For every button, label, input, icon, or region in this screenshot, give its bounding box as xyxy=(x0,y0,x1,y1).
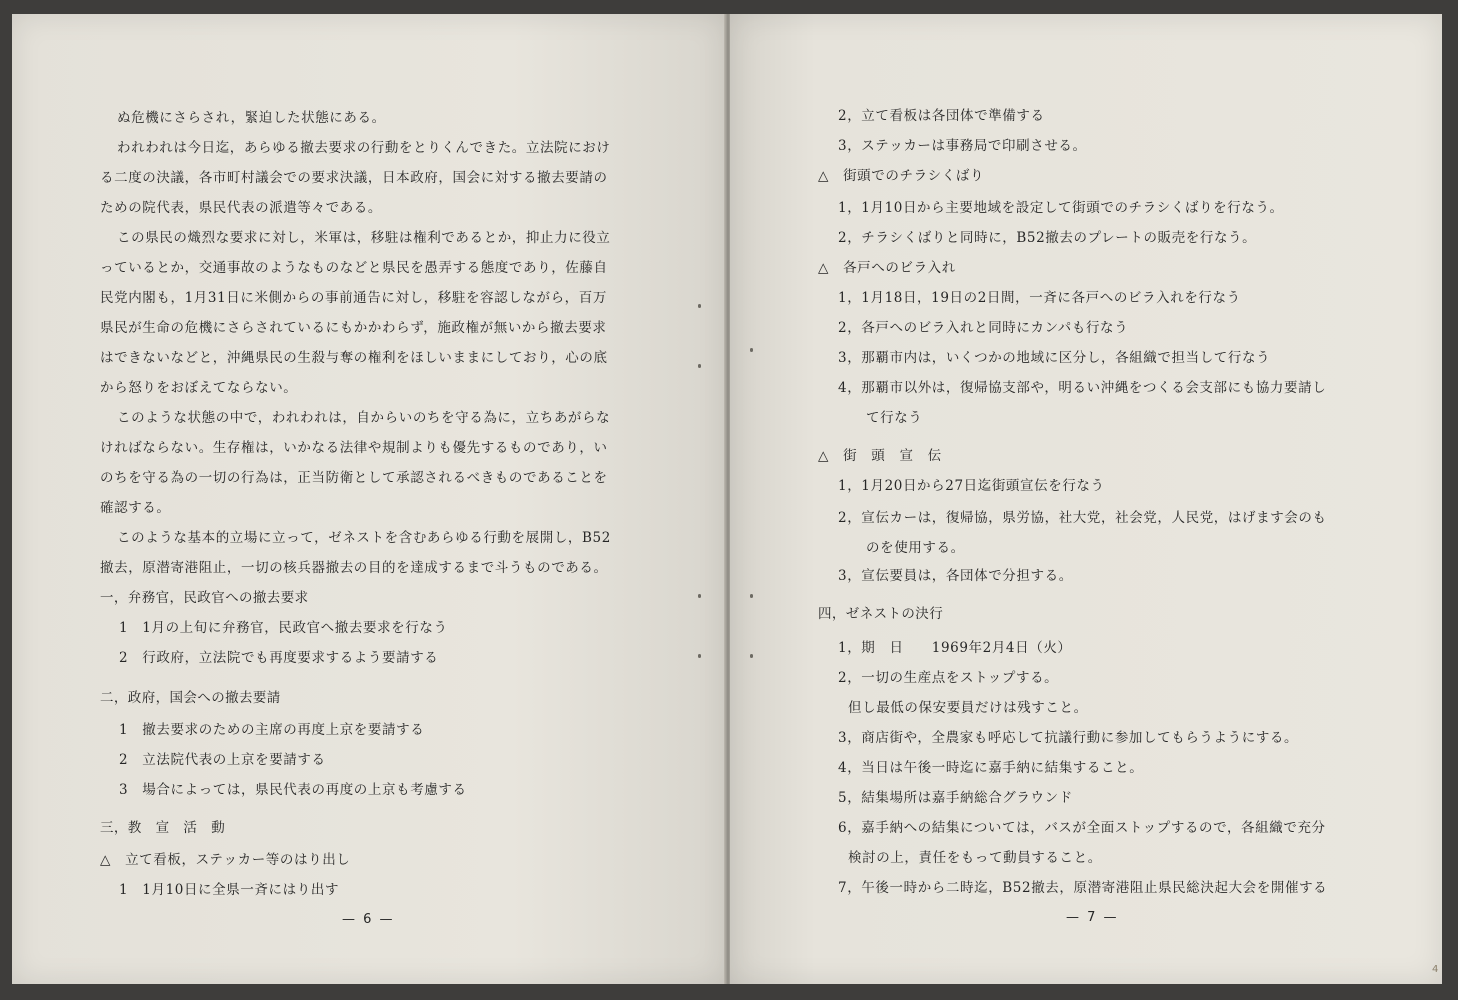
text-line: このような状態の中で，われわれは，自からいのちを守る為に，立ちあがらな xyxy=(117,410,611,426)
list-item: 4，那覇市以外は，復帰協支部や，明るい沖縄をつくる会支部にも協力要請し xyxy=(838,380,1327,396)
staple-hole xyxy=(698,364,701,368)
text-line: 民党内閣も，1月31日に米側からの事前通告に対し，移駐を容認しながら，百万 xyxy=(100,290,607,306)
list-item: 4，当日は午後一時迄に嘉手納に結集すること。 xyxy=(838,760,1144,776)
list-item: 2，立て看板は各団体で準備する xyxy=(838,108,1045,124)
list-item: 2，宣伝カーは，復帰協，県労協，社大党，社会党，人民党，はげます会のも xyxy=(838,510,1327,526)
text-line: ければならない。生存権は，いかなる法律や規制よりも優先するものであり，い xyxy=(100,440,608,456)
sub-heading: △ 街 頭 宣 伝 xyxy=(818,448,942,464)
staple-hole xyxy=(698,304,701,308)
list-item: 3，那覇市内は，いくつかの地域に区分し，各組織で担当して行なう xyxy=(838,350,1271,366)
text-line: ための院代表，県民代表の派遣等々である。 xyxy=(100,200,382,216)
text-line: われわれは今日迄，あらゆる撤去要求の行動をとりくんできた。立法院におけ xyxy=(117,140,611,156)
section-heading: 三，教 宣 活 動 xyxy=(100,820,226,836)
text-line: 県民が生命の危機にさらされているにもかかわらず，施政権が無いから撤去要求 xyxy=(100,320,607,336)
list-item: 1 1月10日に全県一斉にはり出す xyxy=(119,882,340,898)
text-line: はできないなどと，沖縄県民の生殺与奪の権利をほしいままにしており，心の底 xyxy=(100,350,608,366)
list-item: 2 行政府，立法院でも再度要求するよう要請する xyxy=(119,650,439,666)
right-page xyxy=(730,14,1442,984)
list-item: 3，ステッカーは事務局で印刷させる。 xyxy=(838,138,1087,154)
list-item: 1 撤去要求のための主席の再度上京を要請する xyxy=(119,722,425,738)
section-heading: 一，弁務官，民政官への撤去要求 xyxy=(100,590,309,606)
list-item: 1，1月10日から主要地域を設定して街頭でのチラシくばりを行なう。 xyxy=(838,200,1284,216)
list-item: 3，宣伝要員は，各団体で分担する。 xyxy=(838,568,1073,584)
text-line: る二度の決議，各市町村議会での要求決議，日本政府，国会に対する撤去要請の xyxy=(100,170,608,186)
sub-heading: △ 各戸へのビラ入れ xyxy=(818,260,956,276)
page-number: — 6 — xyxy=(342,912,395,927)
text-line: このような基本的立場に立って，ゼネストを含むあらゆる行動を展開し，B52 xyxy=(117,530,611,546)
section-heading: 二，政府，国会への撤去要請 xyxy=(100,690,281,706)
list-item: 1，期 日 1969年2月4日（火） xyxy=(838,640,1072,656)
list-item: 3 場合によっては，県民代表の再度の上京も考慮する xyxy=(119,782,467,798)
staple-hole xyxy=(750,594,753,598)
text-line: ぬ危機にさらされ，緊迫した状態にある。 xyxy=(117,110,386,126)
list-item: 1，1月18日，19日の2日間，一斉に各戸へのビラ入れを行なう xyxy=(838,290,1241,306)
list-item-continued: 検討の上，責任をもって動員すること。 xyxy=(848,850,1102,866)
sub-heading: △ 街頭でのチラシくばり xyxy=(818,168,985,184)
list-item-continued: 但し最低の保安要員だけは残すこと。 xyxy=(848,700,1088,716)
text-line: 確認する。 xyxy=(100,500,171,516)
list-item: 2，各戸へのビラ入れと同時にカンパも行なう xyxy=(838,320,1129,336)
staple-hole xyxy=(750,654,753,658)
text-line: この県民の熾烈な要求に対し，米軍は，移駐は権利であるとか，抑止力に役立 xyxy=(117,230,611,246)
list-item: 2 立法院代表の上京を要請する xyxy=(119,752,326,768)
staple-hole xyxy=(750,348,753,352)
list-item-continued: のを使用する。 xyxy=(866,540,965,556)
corner-mark: 4 xyxy=(1432,964,1439,975)
list-item-continued: て行なう xyxy=(866,410,923,426)
list-item: 1，1月20日から27日迄街頭宣伝を行なう xyxy=(838,478,1105,494)
text-line: っているとか，交通事故のようなものなどと県民を愚弄する態度であり，佐藤自 xyxy=(100,260,608,276)
page-number: — 7 — xyxy=(1066,910,1119,925)
list-item: 7，午後一時から二時迄，B52撤去，原潜寄港阻止県民総決起大会を開催する xyxy=(838,880,1328,896)
list-item: 5，結集場所は嘉手納総合グラウンド xyxy=(838,790,1073,806)
section-heading: 四，ゼネストの決行 xyxy=(818,606,944,622)
list-item: 2，チラシくばりと同時に，B52撤去のプレートの販売を行なう。 xyxy=(838,230,1257,246)
text-line: のちを守る為の一切の行為は，正当防衛として承認されるべきものであることを xyxy=(100,470,608,486)
list-item: 2，一切の生産点をストップする。 xyxy=(838,670,1059,686)
sub-heading: △ 立て看板，ステッカー等のはり出し xyxy=(100,852,351,868)
list-item: 6，嘉手納への結集については，バスが全面ストップするので，各組織で充分 xyxy=(838,820,1326,836)
staple-hole xyxy=(698,654,701,658)
text-line: から怒りをおぼえてならない。 xyxy=(100,380,298,396)
left-page xyxy=(12,14,726,984)
list-item: 1 1月の上旬に弁務官，民政官へ撤去要求を行なう xyxy=(119,620,448,636)
text-line: 撤去，原潜寄港阻止，一切の核兵器撤去の目的を達成するまで斗うものである。 xyxy=(100,560,608,576)
staple-hole xyxy=(698,594,701,598)
list-item: 3，商店街や，全農家も呼応して抗議行動に参加してもらうようにする。 xyxy=(838,730,1299,746)
